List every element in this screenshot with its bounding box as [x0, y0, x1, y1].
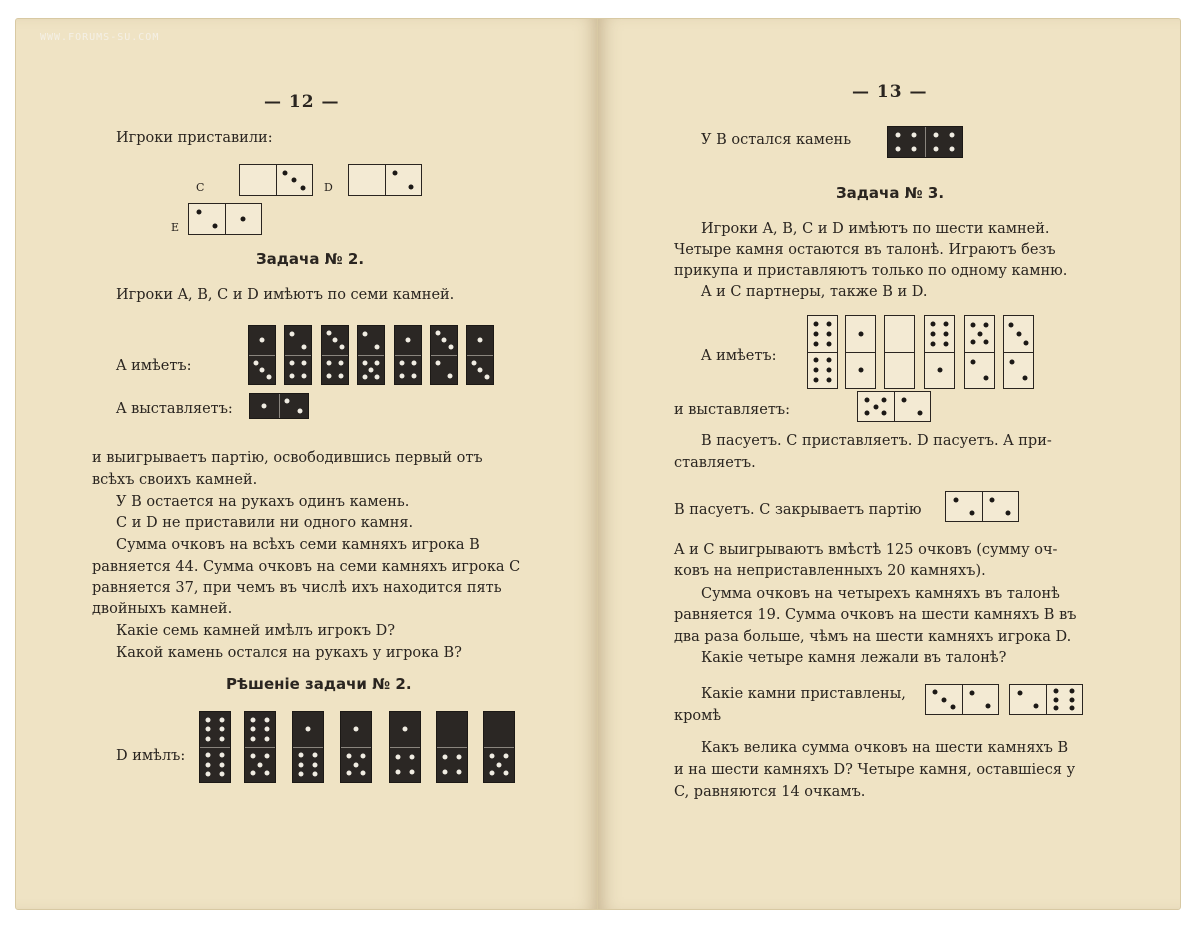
pip-dot	[219, 753, 224, 758]
domino-half-second	[431, 355, 457, 385]
pip-dot	[260, 367, 265, 372]
pip-dot	[990, 498, 995, 503]
pip-dot	[1033, 703, 1038, 708]
pip-dot	[375, 374, 380, 379]
domino-half-first	[965, 316, 994, 352]
pip-dot	[265, 771, 270, 776]
text-line: равняется 19. Сумма очковъ на шести камняхъ B въ	[674, 607, 1077, 623]
text-line: ковъ на неприставленныхъ 20 камняхъ).	[674, 563, 986, 579]
text-line: C и D не приставили ни одного камня.	[116, 515, 414, 531]
domino-half-second	[385, 165, 422, 195]
domino-half-first	[200, 712, 230, 747]
pip-dot	[206, 762, 211, 767]
text-line: Какъ велика сумма очковъ на шести камняхъ B	[701, 740, 1069, 756]
domino-half-second	[925, 352, 954, 389]
pip-dot	[283, 170, 288, 175]
pip-dot	[931, 331, 936, 336]
domino	[284, 325, 312, 385]
pip-dot	[411, 374, 416, 379]
domino-half-second	[200, 747, 230, 783]
domino-half-second	[322, 355, 348, 385]
watermark: WWW.FORUMS-SU.COM	[40, 32, 160, 43]
pip-dot	[814, 368, 819, 373]
pip-dot	[943, 331, 948, 336]
a-plays-label: A выставляетъ:	[116, 401, 233, 417]
pip-dot	[251, 727, 256, 732]
domino-half-second	[925, 127, 963, 157]
pip-dot	[826, 368, 831, 373]
pip-dot	[400, 374, 405, 379]
domino-half-first	[341, 712, 371, 747]
page-number: — 13 —	[852, 82, 928, 102]
domino-half-first	[358, 326, 384, 355]
domino-half-second	[1004, 352, 1033, 389]
pip-dot	[333, 338, 338, 343]
pip-dot	[1022, 376, 1027, 381]
text-line: двойныхъ камней.	[92, 601, 233, 617]
pip-dot	[301, 344, 306, 349]
pip-dot	[814, 331, 819, 336]
pip-dot	[1017, 691, 1022, 696]
pip-dot	[1023, 340, 1028, 345]
pip-dot	[949, 146, 954, 151]
pip-dot	[970, 323, 975, 328]
pip-dot	[298, 409, 303, 414]
pip-dot	[299, 753, 304, 758]
pip-dot	[970, 340, 975, 345]
pip-dot	[484, 374, 489, 379]
domino-half-second	[885, 352, 914, 389]
pip-dot	[250, 771, 255, 776]
pip-dot	[435, 331, 440, 336]
pip-dot	[262, 404, 267, 409]
domino-half-first	[250, 394, 279, 418]
pip-dot	[206, 717, 211, 722]
domino-half-second	[846, 352, 875, 389]
domino-half-second	[965, 352, 994, 389]
domino-half-first	[1004, 316, 1033, 352]
pip-dot	[258, 762, 263, 767]
pip-dot	[882, 397, 887, 402]
pip-dot	[977, 331, 982, 336]
pip-dot	[984, 323, 989, 328]
pip-dot	[354, 762, 359, 767]
pip-dot	[504, 754, 509, 759]
domino-half-first	[808, 316, 837, 352]
a-has-label: A имѣетъ:	[116, 358, 192, 374]
pip-dot	[212, 223, 217, 228]
domino	[321, 325, 349, 385]
text-line: Какіе семь камней имѣлъ игрокъ D?	[116, 623, 396, 639]
pip-dot	[409, 770, 414, 775]
pip-dot	[361, 754, 366, 759]
text-line: Сумма очковъ на четырехъ камняхъ въ талонѣ	[701, 586, 1060, 602]
pip-dot	[266, 374, 271, 379]
pip-dot	[362, 374, 367, 379]
pip-dot	[338, 374, 343, 379]
domino	[292, 711, 324, 783]
domino-half-second	[1046, 685, 1083, 714]
pip-dot	[290, 331, 295, 336]
pip-dot	[814, 378, 819, 383]
pip-dot	[814, 341, 819, 346]
pip-dot	[403, 727, 408, 732]
pip-dot	[306, 727, 311, 732]
domino-half-second	[962, 685, 999, 714]
pip-dot	[363, 331, 368, 336]
domino-half-second	[279, 394, 309, 418]
domino-half-second	[390, 747, 420, 783]
domino-half-first	[349, 165, 385, 195]
pip-dot	[826, 341, 831, 346]
label-d: D	[324, 181, 333, 194]
domino-half-first	[846, 316, 875, 352]
pip-dot	[865, 397, 870, 402]
pip-dot	[241, 217, 246, 222]
pip-dot	[949, 133, 954, 138]
pip-dot	[1016, 331, 1021, 336]
pip-dot	[264, 727, 269, 732]
pip-dot	[826, 331, 831, 336]
pip-dot	[206, 727, 211, 732]
domino-half-second	[276, 165, 313, 195]
text-line: Сумма очковъ на всѣхъ семи камняхъ игрока B	[116, 537, 480, 553]
pip-dot	[814, 321, 819, 326]
pip-dot	[409, 755, 414, 760]
domino	[1009, 684, 1083, 715]
pip-dot	[896, 146, 901, 151]
pip-dot	[986, 703, 991, 708]
domino	[925, 684, 999, 715]
domino	[845, 315, 876, 389]
domino-half-first	[285, 326, 311, 355]
text-line: прикупа и приставляютъ только по одному камню.	[674, 263, 1068, 279]
pip-dot	[826, 321, 831, 326]
text-line: два раза больше, чѣмъ на шести камняхъ игрока D.	[674, 629, 1072, 645]
domino-half-second	[467, 355, 493, 385]
domino-half-first	[467, 326, 493, 355]
pip-dot	[301, 185, 306, 190]
text-line: всѣхъ своихъ камней.	[92, 472, 258, 488]
pip-dot	[814, 358, 819, 363]
pip-dot	[882, 411, 887, 416]
domino-half-second	[245, 747, 275, 783]
pip-dot	[264, 736, 269, 741]
domino-half-first	[926, 685, 962, 714]
domino	[1003, 315, 1034, 389]
domino-half-second	[808, 352, 837, 389]
pip-dot	[219, 727, 224, 732]
pip-dot	[260, 338, 265, 343]
pip-dot	[984, 340, 989, 345]
pip-dot	[943, 341, 948, 346]
pip-dot	[1010, 360, 1015, 365]
pip-dot	[206, 753, 211, 758]
pip-dot	[301, 374, 306, 379]
pip-dot	[219, 717, 224, 722]
text-line: Какіе четыре камня лежали въ талонѣ?	[701, 650, 1007, 666]
text-line: У B остается на рукахъ одинъ камень.	[116, 494, 410, 510]
domino-half-second	[358, 355, 384, 385]
domino-half-first	[925, 316, 954, 352]
pip-dot	[265, 754, 270, 759]
domino-half-second	[982, 492, 1019, 521]
pip-dot	[941, 697, 946, 702]
b-passes-close: B пасуетъ. C закрываетъ партію	[674, 502, 922, 518]
pip-dot	[443, 770, 448, 775]
domino-half-second	[341, 747, 371, 783]
domino-half-first	[322, 326, 348, 355]
pip-dot	[896, 133, 901, 138]
pip-dot	[396, 770, 401, 775]
pip-dot	[1006, 510, 1011, 515]
text-line: A и C партнеры, также B и D.	[701, 284, 928, 300]
domino	[389, 711, 421, 783]
domino-half-first	[245, 712, 275, 747]
domino	[466, 325, 494, 385]
domino	[884, 315, 915, 389]
pip-dot	[312, 762, 317, 767]
pip-dot	[456, 755, 461, 760]
pip-dot	[369, 367, 374, 372]
pip-dot	[285, 398, 290, 403]
domino-half-second	[225, 204, 262, 234]
pip-dot	[251, 717, 256, 722]
domino-half-first	[858, 392, 894, 421]
pip-dot	[969, 510, 974, 515]
pip-dot	[375, 360, 380, 365]
pip-dot	[196, 210, 201, 215]
problem-2-line: Игроки A, B, C и D имѣютъ по семи камней.	[116, 287, 455, 303]
pip-dot	[264, 717, 269, 722]
domino-half-second	[437, 747, 467, 783]
domino	[239, 164, 313, 196]
pip-dot	[299, 762, 304, 767]
pip-dot	[299, 772, 304, 777]
pip-dot	[409, 184, 414, 189]
text-line: Какіе камни приставлены,	[701, 686, 906, 702]
pip-dot	[826, 358, 831, 363]
pip-dot	[497, 762, 502, 767]
domino	[924, 315, 955, 389]
domino	[483, 711, 515, 783]
pip-dot	[406, 338, 411, 343]
domino	[248, 325, 276, 385]
domino	[249, 393, 309, 419]
text-line: Какой камень остался на рукахъ у игрока B?	[116, 645, 462, 661]
pip-dot	[456, 770, 461, 775]
intro-text: Игроки приставили:	[116, 130, 273, 146]
domino	[887, 126, 963, 158]
and-plays-label: и выставляетъ:	[674, 402, 790, 418]
pip-dot	[250, 754, 255, 759]
domino-half-second	[293, 747, 323, 783]
text-line: равняется 37, при чемъ въ числѣ ихъ находится пять	[92, 580, 502, 596]
pip-dot	[219, 772, 224, 777]
pip-dot	[1070, 697, 1075, 702]
pip-dot	[478, 367, 483, 372]
domino	[807, 315, 838, 389]
domino-half-second	[285, 355, 311, 385]
text-line: кромѣ	[674, 708, 722, 724]
pip-dot	[970, 691, 975, 696]
pip-dot	[361, 771, 366, 776]
pip-dot	[953, 498, 958, 503]
domino	[394, 325, 422, 385]
domino-half-first	[240, 165, 276, 195]
domino	[244, 711, 276, 783]
pip-dot	[206, 736, 211, 741]
pip-dot	[826, 378, 831, 383]
domino-half-first	[189, 204, 225, 234]
pip-dot	[338, 361, 343, 366]
pip-dot	[489, 771, 494, 776]
pip-dot	[932, 690, 937, 695]
pip-dot	[1070, 705, 1075, 710]
text-line: равняется 44. Сумма очковъ на семи камняхъ игрока C	[92, 559, 521, 575]
pip-dot	[448, 345, 453, 350]
domino-half-first	[390, 712, 420, 747]
domino	[199, 711, 231, 783]
domino	[357, 325, 385, 385]
pip-dot	[478, 338, 483, 343]
text-line: B пасуетъ. C приставляетъ. D пасуетъ. A при-	[701, 433, 1052, 449]
pip-dot	[504, 771, 509, 776]
pip-dot	[219, 762, 224, 767]
pip-dot	[400, 361, 405, 366]
text-line: и выигрываетъ партію, освободившись первый отъ	[92, 450, 483, 466]
pip-dot	[290, 374, 295, 379]
pip-dot	[346, 771, 351, 776]
text-line: Четыре камня остаются въ талонѣ. Играютъ безъ	[674, 242, 1056, 258]
pip-dot	[937, 368, 942, 373]
d-had-label: D имѣлъ:	[116, 748, 186, 764]
domino	[340, 711, 372, 783]
domino-half-second	[249, 355, 275, 385]
domino-half-first	[484, 712, 514, 747]
pip-dot	[1070, 689, 1075, 694]
domino-half-second	[894, 392, 931, 421]
solution-title: Рѣшеніе задачи № 2.	[226, 675, 412, 693]
right-page	[597, 18, 1181, 910]
pip-dot	[873, 404, 878, 409]
page-number: — 12 —	[264, 92, 340, 112]
domino-half-first	[888, 127, 925, 157]
pip-dot	[1009, 322, 1014, 327]
text-line: и на шести камняхъ D? Четыре камня, оставшіеся у	[674, 762, 1076, 778]
pip-dot	[327, 374, 332, 379]
pip-dot	[447, 374, 452, 379]
domino-half-first	[395, 326, 421, 355]
pip-dot	[374, 344, 379, 349]
label-e: E	[171, 221, 180, 234]
a-has-label: A имѣетъ:	[701, 348, 777, 364]
domino-half-first	[293, 712, 323, 747]
pip-dot	[290, 361, 295, 366]
pip-dot	[902, 398, 907, 403]
pip-dot	[339, 345, 344, 350]
problem-2-title: Задача № 2.	[256, 250, 365, 268]
pip-dot	[933, 133, 938, 138]
domino-half-second	[484, 747, 514, 783]
pip-dot	[943, 321, 948, 326]
domino-half-second	[395, 355, 421, 385]
text-line: C, равняются 14 очкамъ.	[674, 784, 866, 800]
domino	[857, 391, 931, 422]
domino-half-first	[437, 712, 467, 747]
text-line: ставляетъ.	[674, 455, 756, 471]
pip-dot	[858, 331, 863, 336]
pip-dot	[1054, 697, 1059, 702]
pip-dot	[251, 736, 256, 741]
pip-dot	[1054, 705, 1059, 710]
domino-half-first	[431, 326, 457, 355]
pip-dot	[292, 178, 297, 183]
domino	[348, 164, 422, 196]
pip-dot	[396, 755, 401, 760]
domino	[188, 203, 262, 235]
pip-dot	[312, 772, 317, 777]
pip-dot	[950, 704, 955, 709]
text-line: Игроки A, B, C и D имѣютъ по шести камней.	[701, 221, 1050, 237]
pip-dot	[931, 321, 936, 326]
pip-dot	[327, 361, 332, 366]
pip-dot	[411, 361, 416, 366]
domino	[436, 711, 468, 783]
pip-dot	[442, 338, 447, 343]
domino	[430, 325, 458, 385]
domino	[964, 315, 995, 389]
domino	[945, 491, 1019, 522]
pip-dot	[983, 376, 988, 381]
text-line: A и C выигрываютъ вмѣстѣ 125 очковъ (сумму оч-	[674, 542, 1058, 558]
left-page	[15, 18, 599, 910]
pip-dot	[346, 754, 351, 759]
pip-dot	[312, 753, 317, 758]
pip-dot	[326, 331, 331, 336]
label-c: C	[196, 181, 205, 194]
pip-dot	[912, 146, 917, 151]
pip-dot	[933, 146, 938, 151]
pip-dot	[206, 772, 211, 777]
domino-half-first	[1010, 685, 1046, 714]
pip-dot	[1054, 689, 1059, 694]
pip-dot	[219, 736, 224, 741]
pip-dot	[471, 360, 476, 365]
pip-dot	[301, 361, 306, 366]
pip-dot	[865, 411, 870, 416]
b-left-label: У B остался камень	[701, 132, 852, 148]
pip-dot	[858, 368, 863, 373]
pip-dot	[354, 727, 359, 732]
pip-dot	[393, 171, 398, 176]
domino-half-first	[885, 316, 914, 352]
pip-dot	[912, 133, 917, 138]
pip-dot	[362, 360, 367, 365]
pip-dot	[489, 754, 494, 759]
pip-dot	[443, 755, 448, 760]
pip-dot	[253, 360, 258, 365]
pip-dot	[436, 361, 441, 366]
problem-3-title: Задача № 3.	[836, 184, 945, 202]
pip-dot	[971, 360, 976, 365]
pip-dot	[931, 341, 936, 346]
pip-dot	[918, 410, 923, 415]
domino-half-first	[249, 326, 275, 355]
domino-half-first	[946, 492, 982, 521]
